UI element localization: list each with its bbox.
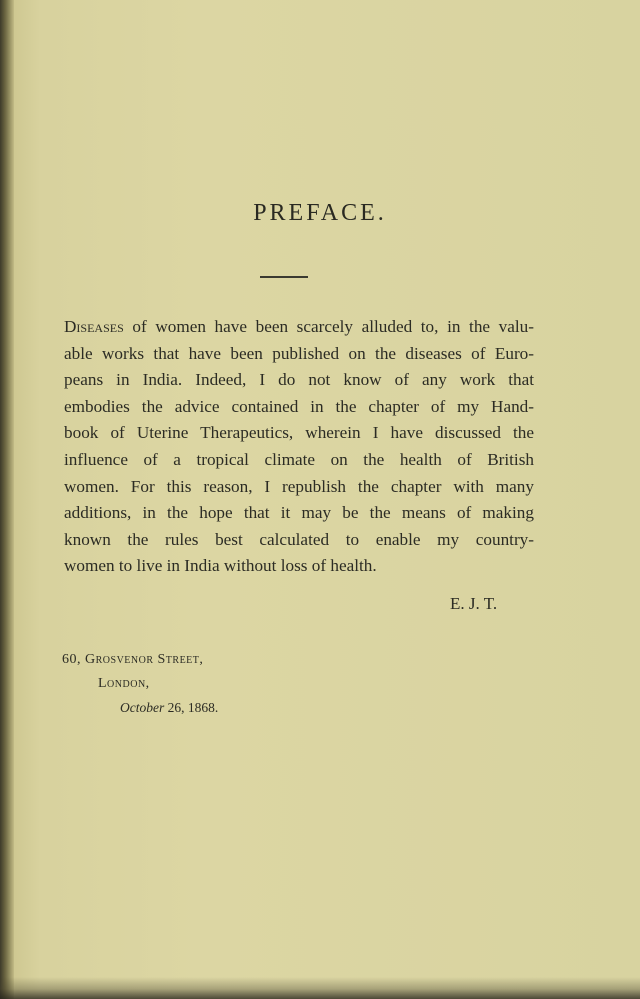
drop-word: Diseases [64, 317, 124, 336]
page-title: PREFACE. [253, 200, 387, 226]
body-line: Diseases of women have been scarcely alluded to, in the valu- [64, 317, 534, 336]
body-line: book of Uterine Therapeutics, wherein I have discussed the [64, 423, 534, 443]
body-line: women. For this reason, I republish the chapter with many [64, 476, 534, 496]
body-line: women to live in India without loss of health. [64, 556, 377, 576]
address-block [62, 652, 218, 716]
date-month: October [120, 700, 165, 715]
author-initials: E. J. T. [450, 594, 498, 613]
book-spine-shadow [0, 0, 14, 999]
body-line: peans in India. Indeed, I do not know of any work that [64, 370, 534, 390]
body-line: influence of a tropical climate on the health of British [64, 449, 534, 469]
date-rest: 26, 1868. [164, 700, 219, 715]
body-line: embodies the advice contained in the chapter of my Hand- [64, 396, 534, 416]
address-date [62, 700, 218, 716]
address-city: London, [98, 676, 150, 691]
address-street: 60, Grosvenor Street, [62, 652, 204, 667]
preface-body [64, 314, 534, 580]
page-bottom-shadow [0, 977, 640, 999]
body-line: able works that have been published on the diseases of Euro- [64, 343, 534, 363]
body-line: additions, in the hope that it may be the means of making [64, 503, 534, 523]
title-divider [260, 276, 308, 278]
body-line: known the rules best calculated to enable my country- [64, 529, 534, 549]
